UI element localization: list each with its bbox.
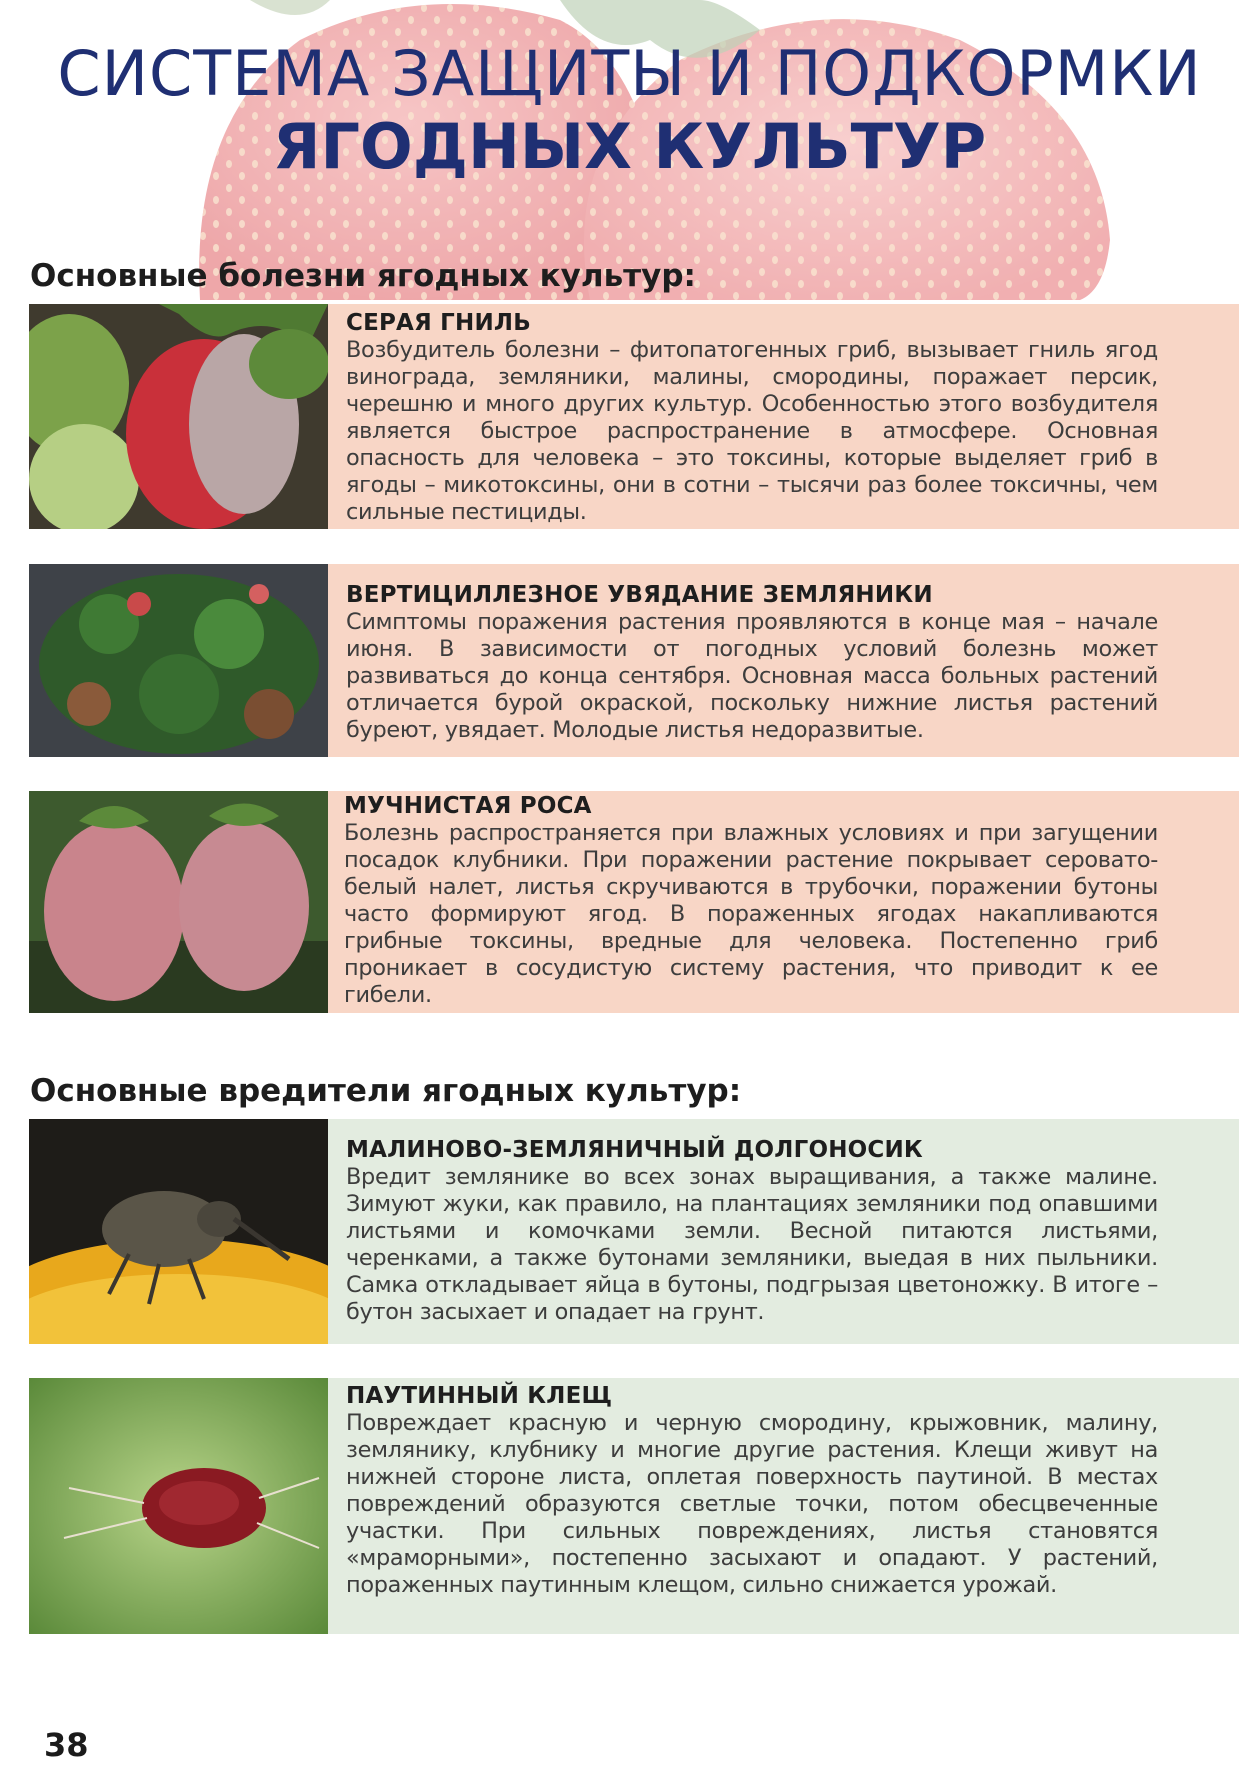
- disease-card-verticillium-wilt: [29, 564, 1239, 757]
- disease-card-powdery-mildew: [29, 791, 1239, 1013]
- diseases-heading: Основные болезни ягодных культур:: [30, 258, 696, 294]
- powdery-mildew-panel: [328, 791, 1239, 1013]
- verticillium-wilt-photo: [29, 564, 328, 757]
- verticillium-wilt-text: Симптомы поражения растения проявляются в конце мая – начале июня. В зависимости от погодных условий болезнь может развиваться до конца сентября. Основная масса больных растений отличается бурой окраской, поскольку нижние листья растений буреют, увядает. Молодые листья недоразвитые.: [346, 609, 1158, 743]
- verticillium-wilt-title: ВЕРТИЦИЛЛЕЗНОЕ УВЯДАНИЕ ЗЕМЛЯНИКИ: [346, 582, 933, 608]
- pest-card-spider-mite: [29, 1378, 1239, 1634]
- spider-mite-text: Повреждает красную и черную смородину, крыжовник, малину, землянику, клубнику и многие другие растения. Клещи живут на нижней стороне листа, оплетая поверхность паутиной. В местах повреждений образуются светлые точки, потом обесцвеченные участки. При сильных повреждениях, листья становятся «мраморными», постепенно засыхают и опадают. У растений, пораженных паутинным клещом, сильно снижается урожай.: [346, 1410, 1158, 1598]
- gray-mold-panel: [328, 304, 1239, 529]
- pests-heading: Основные вредители ягодных культур:: [30, 1073, 742, 1109]
- powdery-mildew-photo: [29, 791, 328, 1013]
- weevil-photo: [29, 1119, 328, 1344]
- weevil-title: МАЛИНОВО-ЗЕМЛЯНИЧНЫЙ ДОЛГОНОСИК: [346, 1137, 923, 1163]
- title-line-2: ЯГОДНЫХ КУЛЬТУР: [272, 110, 987, 183]
- page-number: 38: [44, 1726, 89, 1764]
- disease-card-gray-mold: [29, 304, 1239, 529]
- gray-mold-photo: [29, 304, 328, 529]
- weevil-text: Вредит землянике во всех зонах выращивания, а также малине. Зимуют жуки, как правило, на плантациях земляники под опавшими листьями и комочками земли. Весной питаются листьями, черенками, а также бутонами земляники, выедая в них пыльники. Самка откладывает яйца в бутоны, подгрызая цветоножку. В итоге – бутон засыхает и опадает на грунт.: [346, 1164, 1158, 1325]
- spider-mite-title: ПАУТИННЫЙ КЛЕЩ: [346, 1383, 613, 1409]
- gray-mold-text: Возбудитель болезни – фитопатогенных гриб, вызывает гниль ягод винограда, земляники, малины, смородины, поражает персик, черешню и много других культур. Особенностью этого возбудителя является быстрое распространение в атмосфере. Основная опасность для человека – это токсины, которые выделяет гриб в ягоды – микотоксины, они в сотни – тысячи раз более токсичны, чем сильные пестициды.: [346, 337, 1158, 525]
- powdery-mildew-text: Болезнь распространяется при влажных условиях и при загущении посадок клубники. При поражении растение покрывает серовато-белый налет, листья скручиваются в трубочки, поражении бутоны часто формируют ягод. В пораженных ягодах накапливаются грибные токсины, вредные для человека. Постепенно гриб проникает в сосудистую систему растения, что приводит к ее гибели.: [344, 820, 1158, 1008]
- verticillium-wilt-panel: [328, 564, 1239, 757]
- page-title: [0, 38, 1259, 184]
- spider-mite-panel: [328, 1378, 1239, 1634]
- gray-mold-title: СЕРАЯ ГНИЛЬ: [346, 310, 531, 336]
- spider-mite-photo: [29, 1378, 328, 1634]
- weevil-panel: [328, 1119, 1239, 1344]
- pest-card-weevil: [29, 1119, 1239, 1344]
- powdery-mildew-title: МУЧНИСТАЯ РОСА: [344, 793, 592, 819]
- title-line-1: СИСТЕМА ЗАЩИТЫ И ПОДКОРМКИ: [57, 37, 1202, 110]
